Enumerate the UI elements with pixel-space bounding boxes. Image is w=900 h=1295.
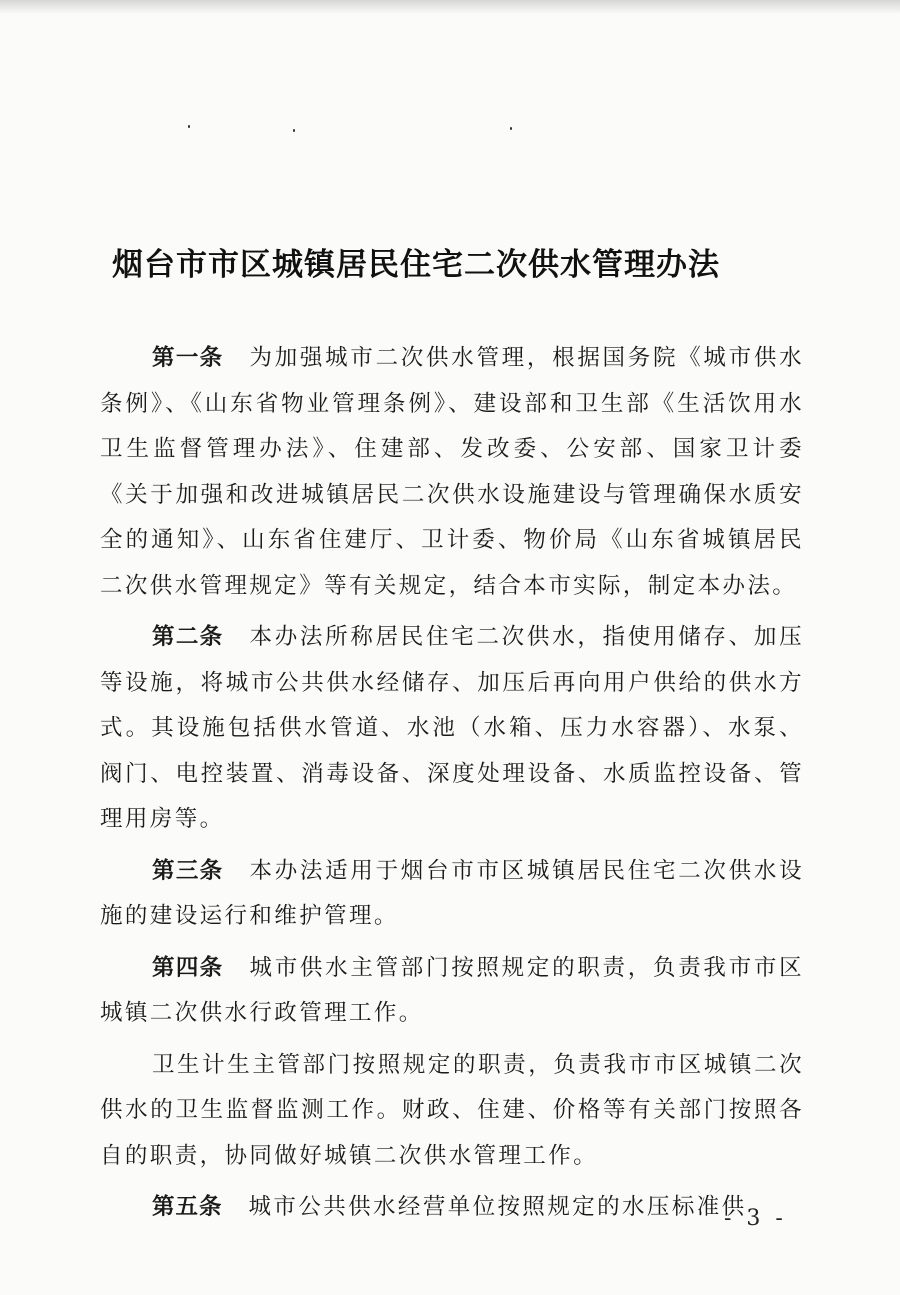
article-4 [100,946,804,1037]
paragraph-text: 卫生计生主管部门按照规定的职责，负责我市市区城镇二次供水的卫生监督监测工作。财政、住建、价格等有关部门按照各自的职责，协同做好城镇二次供水管理工作。 [100,1051,804,1169]
document-body [100,336,804,1237]
article-5 [100,1185,804,1231]
article-label: 第一条 [152,345,224,371]
article-4-continuation [100,1043,804,1180]
article-text: 本办法适用于烟台市市区城镇居民住宅二次供水设施的建设运行和维护管理。 [100,857,804,929]
page-number: - 3 - [724,1206,787,1231]
scan-speck [293,129,295,132]
article-text: 城市公共供水经营单位按照规定的水压标准供 [248,1194,747,1220]
scan-speck [188,125,190,128]
article-2 [100,615,804,843]
article-label: 第二条 [152,624,224,650]
scan-speck [510,127,512,130]
article-text: 为加强城市二次供水管理，根据国务院《城市供水条例》、《山东省物业管理条例》、建设部和卫生部《生活饮用水卫生监督管理办法》、住建部、发改委、公安部、国家卫计委《关于加强和改进城镇居民二次供水设施建设与管理确保水质安全的通知》、山东省住建厅、卫计委、物价局《山东省城镇居民二次供水管理规定》等有关规定，结合本市实际，制定本办法。 [100,345,804,599]
article-text: 本办法所称居民住宅二次供水，指使用储存、加压等设施，将城市公共供水经储存、加压后再向用户供给的供水方式。其设施包括供水管道、水池（水箱、压力水容器）、水泵、阀门、电控装置、消毒设备、深度处理设备、水质监控设备、管理用房等。 [100,624,804,832]
article-1 [100,336,804,609]
article-text: 城市供水主管部门按照规定的职责，负责我市市区城镇二次供水行政管理工作。 [100,954,804,1026]
document-title: 烟台市市区城镇居民住宅二次供水管理办法 [112,247,720,283]
scan-edge-shadow [0,0,900,14]
article-label: 第五条 [152,1194,223,1220]
article-label: 第三条 [152,857,224,884]
article-label: 第四条 [152,954,224,981]
article-3 [100,849,804,940]
